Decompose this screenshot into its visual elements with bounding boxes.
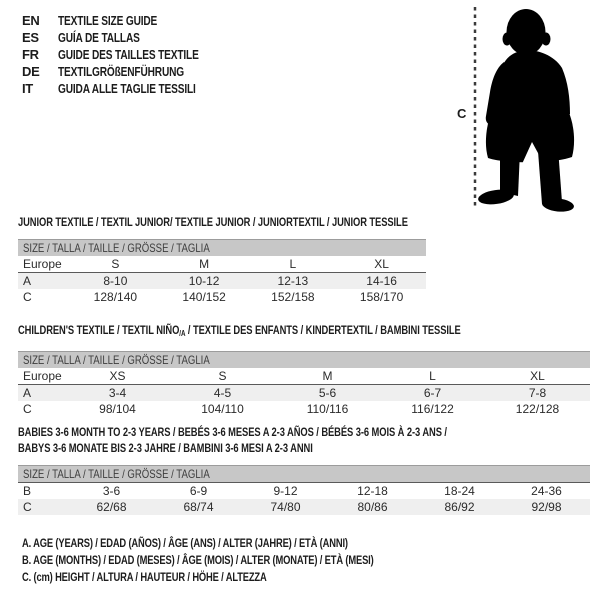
size-header-text: SIZE / TALLA / TAILLE / GRÖSSE / TAGLIA bbox=[23, 241, 210, 255]
size-value-cell: 122/128 bbox=[515, 402, 560, 416]
table-size-header-bar bbox=[18, 240, 426, 257]
table-row bbox=[18, 499, 590, 515]
size-value-cell: 104/110 bbox=[201, 402, 244, 416]
language-row bbox=[22, 46, 238, 63]
table-size-header-bar bbox=[18, 352, 590, 369]
size-value-cell: 86/92 bbox=[416, 499, 503, 515]
size-value-cell: 128/140 bbox=[93, 290, 138, 304]
language-name: GUIDE DES TAILLES TEXTILE bbox=[58, 47, 199, 62]
size-value-cell: 12-13 bbox=[249, 273, 338, 290]
junior-table-section bbox=[18, 214, 426, 305]
table-row bbox=[18, 273, 426, 290]
row-label-cell: B bbox=[23, 484, 32, 498]
babies-table-section bbox=[18, 424, 590, 515]
size-table bbox=[18, 239, 426, 305]
size-value-cell: 62/68 bbox=[68, 499, 155, 515]
table-title-segment: BABIES 3-6 MONTH TO 2-3 YEARS / BEBÉS 3-6 MESES A 2-3 AÑOS / BÉBÉS 3-6 MOIS À 2-3 ANS / bbox=[18, 425, 447, 439]
size-value-cell: 152/158 bbox=[271, 290, 315, 304]
row-label-cell: A bbox=[18, 385, 65, 402]
table-row bbox=[18, 385, 590, 402]
size-header-text: SIZE / TALLA / TAILLE / GRÖSSE / TAGLIA bbox=[23, 467, 210, 481]
table-row bbox=[18, 256, 426, 273]
language-row bbox=[22, 12, 238, 29]
table-title bbox=[18, 424, 590, 456]
size-value-cell: 18-24 bbox=[444, 484, 475, 498]
language-row bbox=[22, 29, 238, 46]
language-code: EN bbox=[22, 13, 40, 28]
table-title bbox=[18, 214, 426, 230]
size-value-cell: 110/116 bbox=[306, 402, 349, 416]
size-value-cell: XL bbox=[337, 256, 426, 273]
size-value-cell: 9-12 bbox=[273, 484, 298, 498]
size-value-cell: 116/122 bbox=[411, 402, 454, 416]
language-name: TEXTILGRÖßENFÜHRUNG bbox=[58, 64, 185, 79]
size-value-cell: 6-7 bbox=[380, 385, 485, 402]
language-code: DE bbox=[22, 64, 40, 79]
size-value-cell: M bbox=[160, 256, 249, 273]
size-table bbox=[18, 351, 590, 417]
language-row bbox=[22, 80, 238, 97]
size-value-cell: S bbox=[170, 368, 275, 385]
size-value-cell: 5-6 bbox=[275, 385, 380, 402]
table-row bbox=[18, 401, 590, 417]
children-table-section bbox=[18, 322, 590, 417]
size-value-cell: XS bbox=[65, 368, 170, 385]
baby-silhouette bbox=[455, 4, 590, 212]
figure-height-label: C bbox=[457, 106, 467, 121]
size-value-cell: 98/104 bbox=[99, 402, 136, 416]
language-code: FR bbox=[22, 47, 39, 62]
language-name: GUÍA DE TALLAS bbox=[58, 30, 140, 45]
row-label-cell: C bbox=[18, 499, 68, 515]
size-value-cell: 3-6 bbox=[102, 484, 121, 498]
table-row bbox=[18, 368, 590, 385]
size-value-cell: M bbox=[275, 368, 380, 385]
size-value-cell: S bbox=[71, 256, 160, 273]
row-label-cell: Europe bbox=[18, 368, 65, 385]
size-value-cell: 14-16 bbox=[337, 273, 426, 290]
size-value-cell: 12-18 bbox=[357, 484, 388, 498]
size-value-cell: 92/98 bbox=[503, 499, 590, 515]
size-value-cell: 7-8 bbox=[485, 385, 590, 402]
language-list bbox=[22, 12, 238, 97]
notes-list bbox=[22, 535, 473, 586]
language-name: TEXTILE SIZE GUIDE bbox=[58, 13, 158, 28]
size-value-cell: 10-12 bbox=[160, 273, 249, 290]
size-value-cell: 140/152 bbox=[182, 290, 226, 304]
language-row bbox=[22, 63, 238, 80]
table-title-segment: CHILDREN'S TEXTILE / TEXTIL NIÑO bbox=[18, 323, 180, 337]
size-value-cell: 158/170 bbox=[359, 290, 404, 304]
row-label-cell: Europe bbox=[18, 256, 71, 273]
size-value-cell: 8-10 bbox=[71, 273, 160, 290]
table-title-segment: / TEXTILE DES ENFANTS / KINDERTEXTIL / BAMBINI TESSILE bbox=[185, 323, 461, 337]
size-header-text: SIZE / TALLA / TAILLE / GRÖSSE / TAGLIA bbox=[23, 353, 210, 367]
language-name: GUIDA ALLE TAGLIE TESSILI bbox=[58, 81, 196, 96]
size-value-cell: 68/74 bbox=[155, 499, 242, 515]
row-label-cell: C bbox=[23, 290, 32, 304]
size-value-cell: 3-4 bbox=[65, 385, 170, 402]
row-label-cell: A bbox=[18, 273, 71, 290]
size-value-cell: XL bbox=[485, 368, 590, 385]
table-size-header-bar bbox=[18, 466, 590, 483]
note-line: A. AGE (YEARS) / EDAD (AÑOS) / ÂGE (ANS) / ALTER (JAHRE) / ETÀ (ANNI) bbox=[22, 536, 348, 550]
size-value-cell: 6-9 bbox=[189, 484, 208, 498]
size-value-cell: L bbox=[380, 368, 485, 385]
note-line: B. AGE (MONTHS) / EDAD (MESES) / ÂGE (MOIS) / ALTER (MONATE) / ETÀ (MESI) bbox=[22, 553, 374, 567]
table-title-segment: /A bbox=[179, 329, 186, 338]
size-table bbox=[18, 465, 590, 515]
size-value-cell: L bbox=[249, 256, 338, 273]
size-value-cell: 80/86 bbox=[329, 499, 416, 515]
language-code: ES bbox=[22, 30, 39, 45]
table-title bbox=[18, 322, 590, 342]
size-value-cell: 74/80 bbox=[242, 499, 329, 515]
table-row bbox=[18, 483, 590, 500]
row-label-cell: C bbox=[23, 402, 32, 416]
note-line: C. (cm) HEIGHT / ALTURA / HAUTEUR / HÖHE / ALTEZZA bbox=[22, 570, 267, 584]
table-title-segment: BABYS 3-6 MONATE BIS 2-3 JAHRE / BAMBINI 3-6 MESI A 2-3 ANNI bbox=[18, 441, 313, 455]
table-row bbox=[18, 289, 426, 305]
baby-figure-shapes bbox=[477, 9, 574, 212]
language-code: IT bbox=[22, 81, 33, 96]
table-title-segment: JUNIOR TEXTILE / TEXTIL JUNIOR/ TEXTILE JUNIOR / JUNIORTEXTIL / JUNIOR TESSILE bbox=[18, 215, 408, 229]
size-value-cell: 4-5 bbox=[170, 385, 275, 402]
size-value-cell: 24-36 bbox=[531, 484, 562, 498]
